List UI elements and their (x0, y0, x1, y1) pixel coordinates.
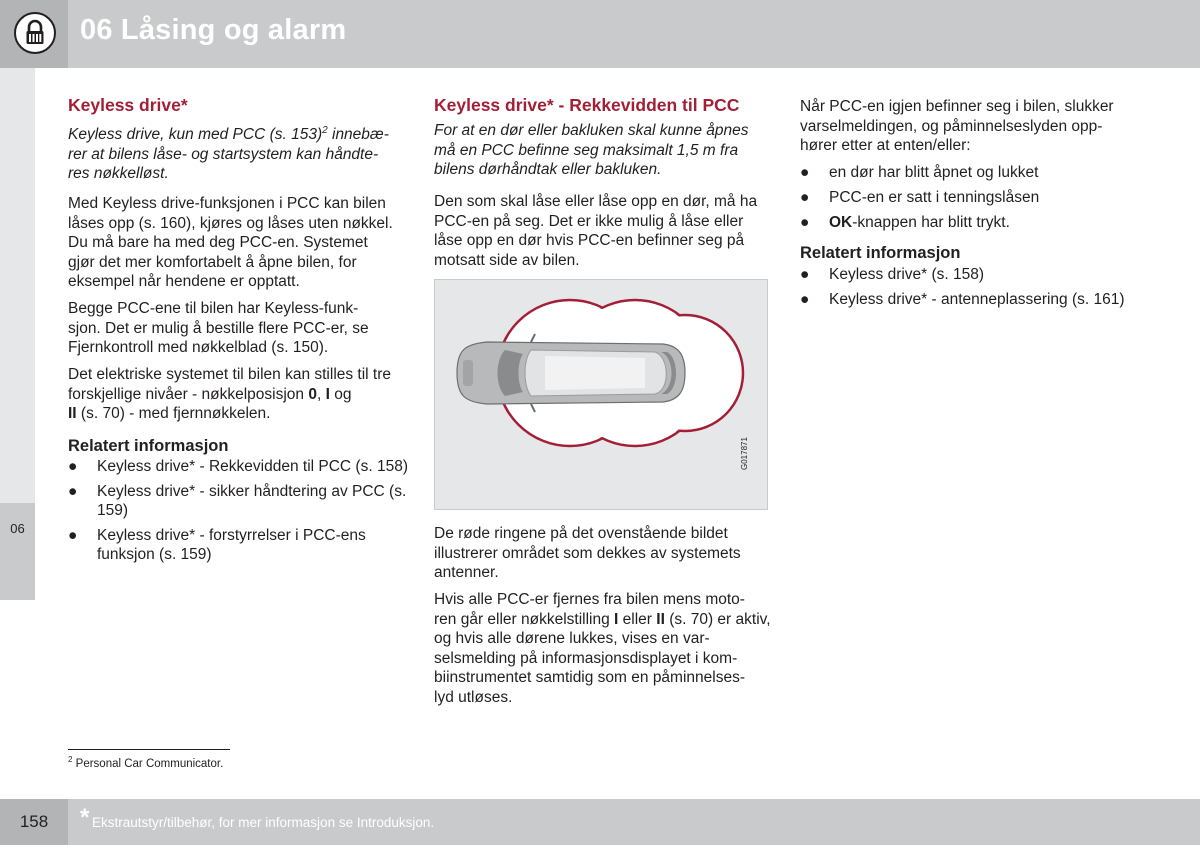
side-tab-active[interactable] (0, 503, 35, 600)
related-link-label: Keyless drive* - forstyrrelser i PCC-ens funksjon (s. 159) (97, 526, 366, 563)
section-title-pcc-range: Keyless drive* - Rekkevidden til PCC (434, 95, 740, 115)
text: Hvis alle PCC-er fjernes fra bilen mens moto- ren går eller nøkkelstilling (434, 591, 745, 628)
related-link[interactable] (68, 482, 408, 521)
related-info-heading: Relatert informasjon (68, 437, 229, 455)
footnote-number: 2 (68, 755, 73, 764)
list-item (800, 163, 1140, 183)
related-link-label: Keyless drive* - antenneplassering (s. 161) (829, 290, 1125, 308)
paragraph (68, 365, 398, 424)
list-item (800, 188, 1140, 208)
related-link-label: Keyless drive* (s. 158) (829, 266, 985, 283)
paragraph: Den som skal låse eller låse opp en dør, må ha PCC-en på seg. Det er ikke mulig å låse eller låse opp en dør hvis PCC-en befinner seg på motsatt side av bilen. (434, 193, 758, 269)
lock-icon (14, 12, 56, 54)
key-position-i: I (325, 385, 330, 403)
related-link-label: Keyless drive* - sikker håndtering av PCC (s. 159) (97, 482, 407, 519)
section-title-keyless-drive: Keyless drive* (68, 95, 188, 115)
related-link-label: Keyless drive* - Rekkevidden til PCC (s. 158) (97, 458, 408, 475)
footnote-divider (68, 749, 230, 750)
bullet: ● (800, 164, 810, 181)
intro-keyless-drive (68, 121, 398, 184)
footnote (68, 755, 223, 770)
bullet: ● (800, 290, 810, 308)
car-body (457, 334, 685, 412)
intro-text: Keyless drive, kun med PCC (s. 153) (68, 126, 323, 144)
figure-code: G017871 (740, 437, 749, 470)
footer-star: * (80, 804, 90, 831)
car-top-view-illustration (435, 280, 767, 509)
key-position-ii: II (68, 405, 77, 422)
bullet: ● (68, 526, 78, 544)
text: (s. 70) er aktiv, og hvis alle dørene lukkes, vises en var- selsmelding på informasjonsdisplayet i kom- biinstrumentet samtidig som en påminnelses- lyd utløses. (434, 610, 771, 706)
side-tab-label: 06 (10, 521, 25, 536)
related-link[interactable] (68, 526, 408, 565)
paragraph: Begge PCC-ene til bilen har Keyless-funk- sjon. Det er mulig å bestille flere PCC-er, se Fjernkontroll med nøkkelblad (s. 150). (68, 300, 369, 356)
related-info-list (68, 457, 408, 570)
paragraph: Når PCC-en igjen befinner seg i bilen, slukker varselmeldingen, og påminnelseslyden opp- hører etter at enten/eller: (800, 98, 1114, 154)
key-position-0: 0 (308, 385, 317, 403)
text: eller (618, 610, 657, 628)
chapter-title: 06 Låsing og alarm (80, 14, 347, 46)
related-link[interactable] (800, 290, 1130, 310)
intro-text-cont: innebæ- rer at bilens låse- og startsystem kan håndte- res nøkkelløst. (68, 126, 389, 183)
intro-pcc-range: For at en dør eller bakluken skal kunne åpnes må en PCC befinne seg maksimalt 1,5 m fra bilens dørhåndtak eller bakluken. (434, 122, 749, 178)
list-item-text: -knappen har blitt trykt. (852, 214, 1010, 231)
bullet: ● (800, 214, 810, 231)
key-position-ii: II (656, 610, 665, 628)
bullet: ● (68, 482, 78, 500)
separator: og (329, 385, 352, 403)
footnote-ref[interactable]: 2 (322, 125, 328, 136)
separator: , (316, 385, 326, 403)
footnote-text: Personal Car Communicator. (72, 757, 224, 770)
text: Det elektriske systemet til bilen kan stilles til tre forskjellige nivåer - nøkkelposisjon (68, 366, 392, 403)
related-info-list (800, 265, 1130, 314)
figure-caption: De røde ringene på det ovenstående bildet illustrerer området som dekkes av systemets antenner. (434, 525, 741, 581)
related-info-heading: Relatert informasjon (800, 244, 961, 262)
related-link[interactable] (800, 265, 1130, 285)
paragraph: Med Keyless drive-funksjonen i PCC kan bilen låses opp (s. 160), kjøres og låses uten nøkkel. Du må bare ha med deg PCC-en. Systemet gjør det mer komfortabelt å åpne bilen, for eksempel når hendene er opptatt. (68, 195, 393, 290)
condition-list (800, 163, 1140, 238)
bullet: ● (800, 266, 810, 283)
related-link[interactable] (68, 457, 408, 477)
footer-note: Ekstrautstyr/tilbehør, for mer informasjon se Introduksjon. (92, 815, 435, 830)
paragraph (434, 590, 774, 707)
antenna-range-figure (434, 279, 768, 510)
key-position-i: I (614, 610, 619, 628)
list-item-text: en dør har blitt åpnet og lukket (829, 164, 1039, 181)
bullet: ● (68, 458, 78, 475)
page-number: 158 (19, 812, 49, 831)
list-item (800, 213, 1140, 233)
list-item-text: PCC-en er satt i tenningslåsen (829, 189, 1040, 206)
list-item-bold: OK (829, 214, 853, 231)
text: (s. 70) - med fjernnøkkelen. (76, 405, 271, 422)
bullet: ● (800, 189, 810, 206)
